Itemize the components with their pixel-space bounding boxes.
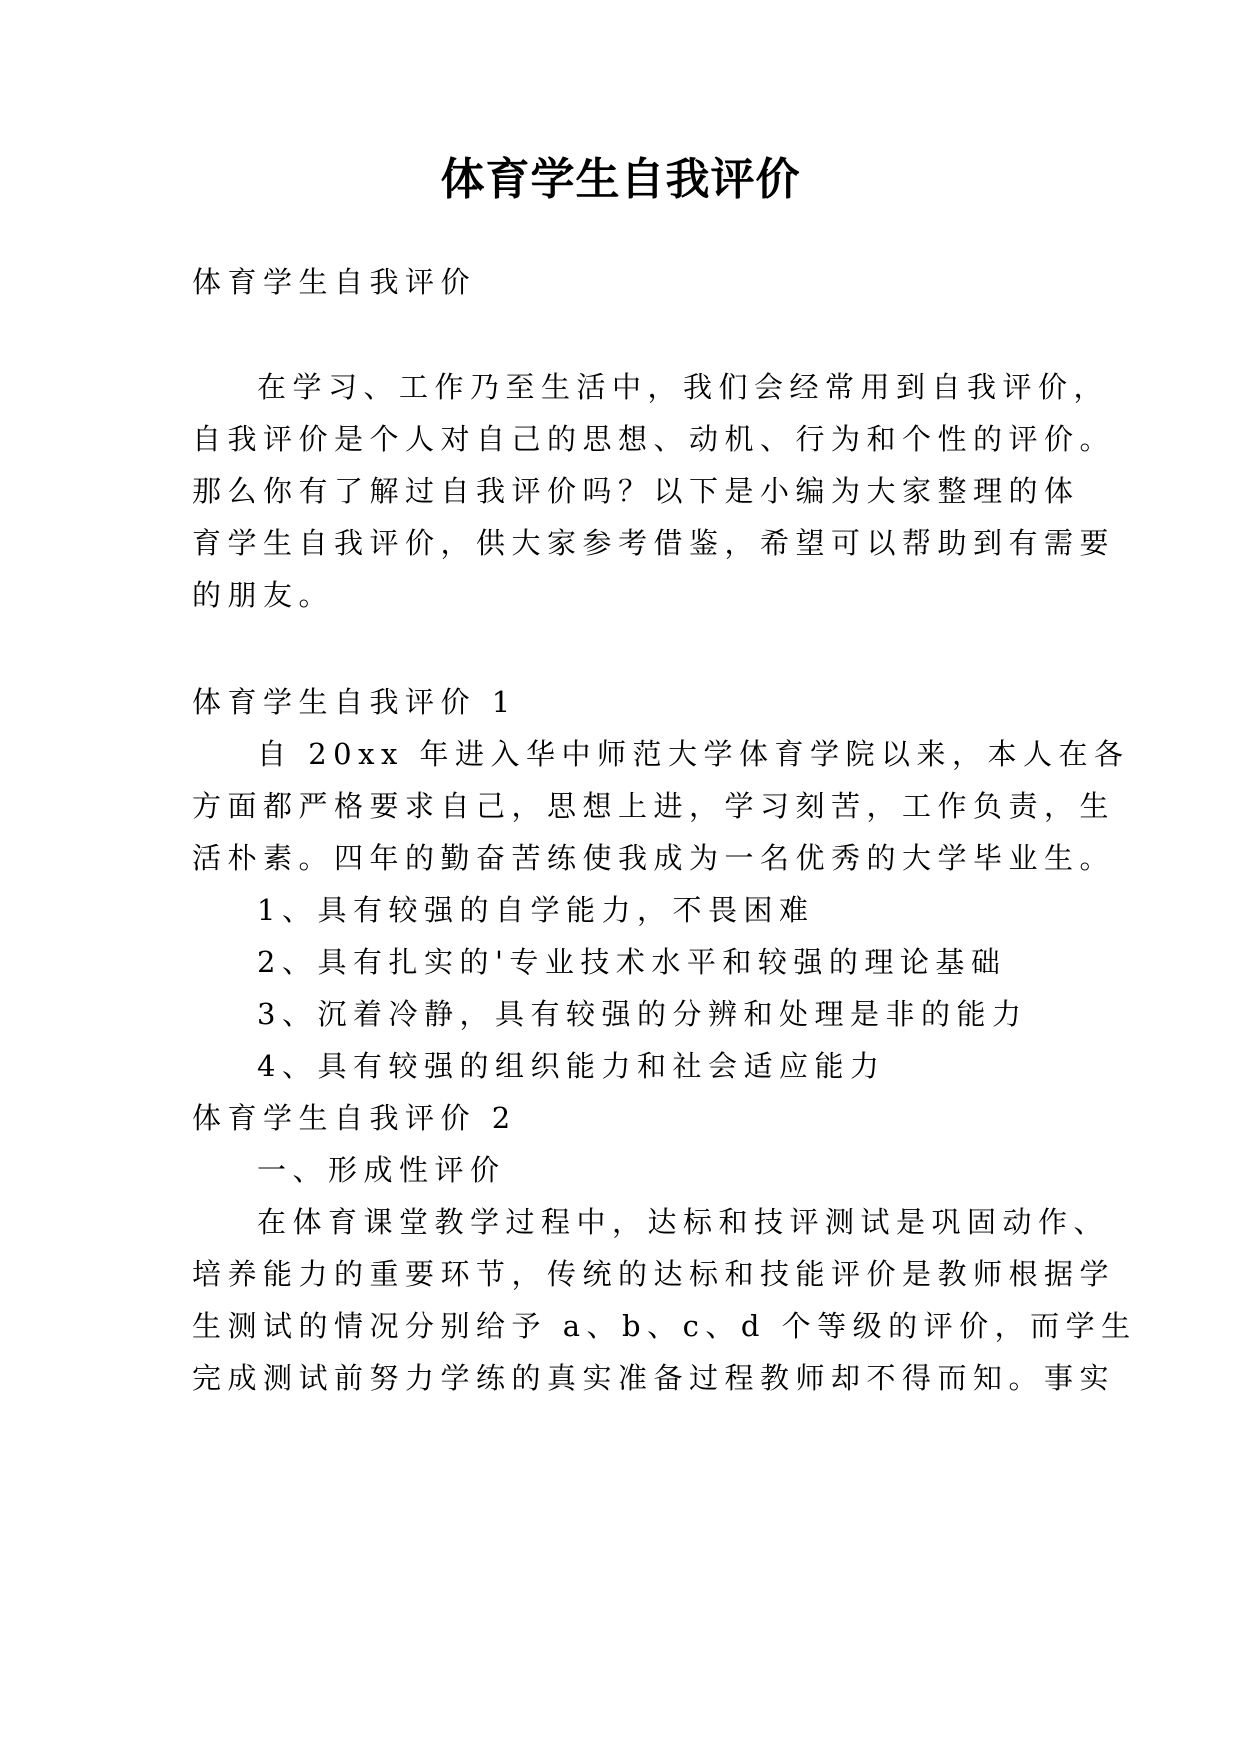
section-1-line: 方面都严格要求自己，思想上进，学习刻苦，工作负责，生 [192, 789, 1116, 823]
section-2-subheading: 一、形成性评价 [257, 1153, 506, 1187]
section-2-line: 生测试的情况分别给予 a、b、c、d 个等级的评价，而学生 [192, 1309, 1137, 1343]
section-1-heading: 体育学生自我评价 1 [192, 685, 517, 719]
intro-line: 育学生自我评价，供大家参考借鉴，希望可以帮助到有需要 [192, 526, 1116, 560]
section-2-line: 培养能力的重要环节，传统的达标和技能评价是教师根据学 [192, 1257, 1116, 1291]
section-2-line: 完成测试前努力学练的真实准备过程教师却不得而知。事实 [192, 1361, 1116, 1395]
intro-line: 那么你有了解过自我评价吗？以下是小编为大家整理的体 [192, 474, 1080, 508]
document-title: 体育学生自我评价 [440, 154, 801, 205]
section-1-list-item: 2、具有扎实的'专业技术水平和较强的理论基础 [257, 945, 1007, 979]
intro-line: 的朋友。 [192, 578, 335, 612]
section-1-list-item: 4、具有较强的组织能力和社会适应能力 [257, 1049, 886, 1083]
section-1-line: 自 20xx 年进入华中师范大学体育学院以来，本人在各 [257, 737, 1130, 771]
intro-line: 自我评价是个人对自己的思想、动机、行为和个性的评价。 [192, 422, 1116, 456]
section-1-list-item: 3、沉着冷静，具有较强的分辨和处理是非的能力 [257, 997, 1028, 1031]
intro-line: 在学习、工作乃至生活中，我们会经常用到自我评价， [257, 370, 1110, 404]
section-1-line: 活朴素。四年的勤奋苦练使我成为一名优秀的大学毕业生。 [192, 841, 1116, 875]
document-subtitle: 体育学生自我评价 [192, 265, 477, 299]
section-2-heading: 体育学生自我评价 2 [192, 1101, 517, 1135]
section-2-line: 在体育课堂教学过程中，达标和技评测试是巩固动作、 [257, 1205, 1110, 1239]
section-1-list-item: 1、具有较强的自学能力，不畏困难 [257, 893, 815, 927]
